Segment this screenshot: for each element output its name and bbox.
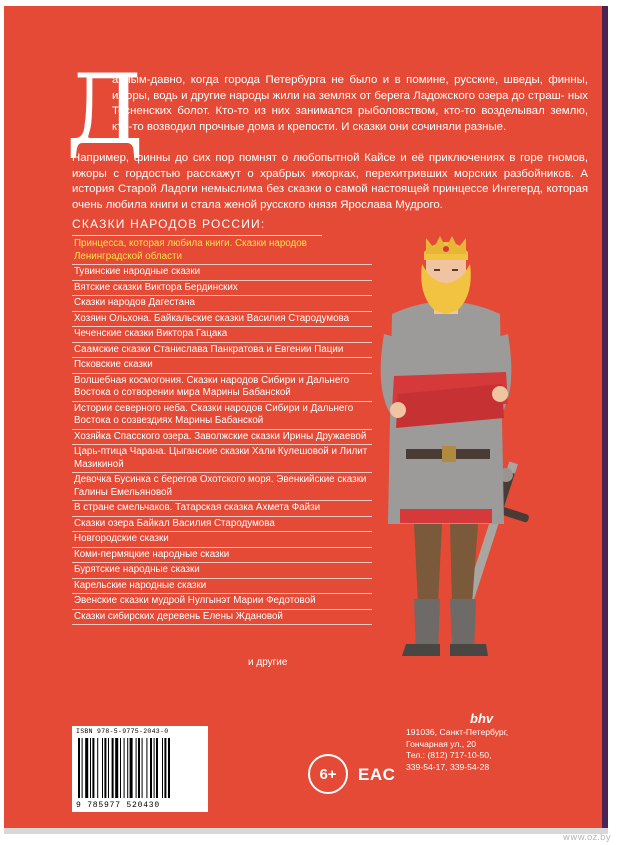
series-item (72, 265, 372, 281)
book-spine (602, 6, 608, 828)
series-item-label: Сказки озера Байкал Василия Стародумова (74, 517, 275, 529)
series-item (72, 548, 372, 564)
series-item-label: Эвенские сказки мудрой Нулгынэт Марии Федотовой (74, 595, 316, 606)
tunic-hem (400, 509, 492, 523)
series-item-label: Истории северного неба. Сказки народов Сибири и Дальнего Востока о созвездиях Марины Бабанской (74, 402, 354, 426)
series-item (72, 501, 372, 517)
back-cover (4, 6, 602, 828)
and-others: и другие (248, 657, 288, 668)
address-line: Тел.: (812) 717-10-50, (406, 750, 492, 761)
series-item (72, 374, 372, 402)
series-item (72, 237, 372, 265)
series-item-label: Хозяйка Спасского озера. Заволжские сказки Ирины Дружаевой (74, 430, 367, 442)
address-line: Гончарная ул., 20 (406, 738, 477, 749)
intro-line: ижоры, водь и другие народы жили на землях от берега Ладожского озера до страш- (112, 89, 565, 102)
page-shadow (4, 828, 608, 834)
series-item-label: Коми-пермяцкие народные сказки (74, 548, 230, 560)
series-heading: СКАЗКИ НАРОДОВ РОССИИ: (72, 217, 266, 231)
intro-line: авным-давно, когда города Петербурга не было и в помине, русские, шведы, финны, (112, 74, 588, 86)
address-line: 191036, Санкт-Петербург, (406, 727, 509, 737)
hero-illustration (354, 234, 544, 674)
intro-first-lines (112, 73, 588, 135)
series-item (72, 312, 372, 328)
series-item-label: Псковские сказки (74, 359, 153, 370)
series-item-label: Чеченские сказки Виктора Гацака (74, 328, 228, 339)
barcode (72, 726, 208, 812)
series-item (72, 402, 372, 430)
intro-paragraph: Например, финны до сих пор помнят о любопытной Кайсе и её приключениях в горе гномов, ижоры с гордостью расскажут о храбрых ижорках, перехитривших морских разбойников. А история Старой Ладоги немыслима без сказки о самой настоящей принцессе Ингегерд, которая очень любила книги и стала женой русского князя Ярослава Мудрого. (72, 152, 588, 211)
series-item (72, 473, 372, 501)
series-item (72, 430, 372, 446)
series-item (72, 610, 372, 626)
series-item (72, 517, 372, 533)
series-item-label: Новгородские сказки (74, 533, 169, 544)
series-item-label: Сказки сибирских деревень Елены Ждановой (74, 610, 283, 622)
series-item (72, 579, 372, 595)
series-item-label: Принцесса, которая любила книги. Сказки народов Ленинградской области (74, 238, 307, 262)
heading-rule (72, 235, 322, 236)
series-item (72, 358, 372, 374)
series-item (72, 281, 372, 297)
series-item (72, 445, 372, 473)
publisher-address (406, 727, 508, 773)
intro-line: землю, кто-то возводил прочные дома и крепости. И сказки они сочиняли разные. (112, 105, 588, 133)
isbn-text: ISBN 978-5-9775-2043-0 (76, 728, 169, 735)
address-line: 339-54-17, 339-54-28 (406, 761, 490, 772)
series-item-label: Тувинские народные сказки (74, 266, 201, 277)
series-item-label: Саамские сказки Станислава Панкратова и Евгении Пации (74, 343, 344, 355)
drop-cap: Д (66, 54, 145, 166)
age-rating-badge: 6+ (308, 754, 348, 794)
series-item (72, 327, 372, 343)
barcode-digits: 9 785977 520430 (76, 801, 161, 810)
series-item-label: Вятские сказки Виктора Бердинских (74, 281, 238, 293)
series-item (72, 296, 372, 312)
series-list (72, 237, 372, 625)
series-item-label: Карельские народные сказки (74, 579, 207, 591)
series-item-label: Бурятские народные сказки (74, 564, 200, 575)
series-item (72, 532, 372, 548)
series-item-label: Девочка Бусинка с берегов Охотского моря. Эвенкийские сказки Галины Емельяновой (74, 474, 367, 498)
series-item-label: Сказки народов Дагестана (74, 297, 195, 308)
series-item-label: В стране смельчаков. Татарская сказка Ахмета Файзи (74, 502, 321, 513)
series-item (72, 594, 372, 610)
series-item (72, 563, 372, 579)
series-item-label: Хозяин Ольхона. Байкальские сказки Василия Стародумова (74, 312, 350, 324)
eac-mark: EAC (358, 765, 396, 784)
intro-line: ных Тосненских болот. Кто-то из них занимался рыболовством, кто-то возделывал (112, 89, 589, 118)
series-item-label: Царь-птица Чарана. Цыганские сказки Хали Кулешовой и Лилит Мазикиной (74, 446, 368, 470)
series-item-label: Волшебная космогония. Сказки народов Сибири и Дальнего Востока о сотворении мира Марины Бабанской (74, 374, 350, 398)
barcode-bars (76, 738, 204, 800)
publisher-logo: bhv (470, 711, 494, 726)
watermark[interactable]: www.oz.by (562, 833, 611, 843)
series-item (72, 343, 372, 359)
